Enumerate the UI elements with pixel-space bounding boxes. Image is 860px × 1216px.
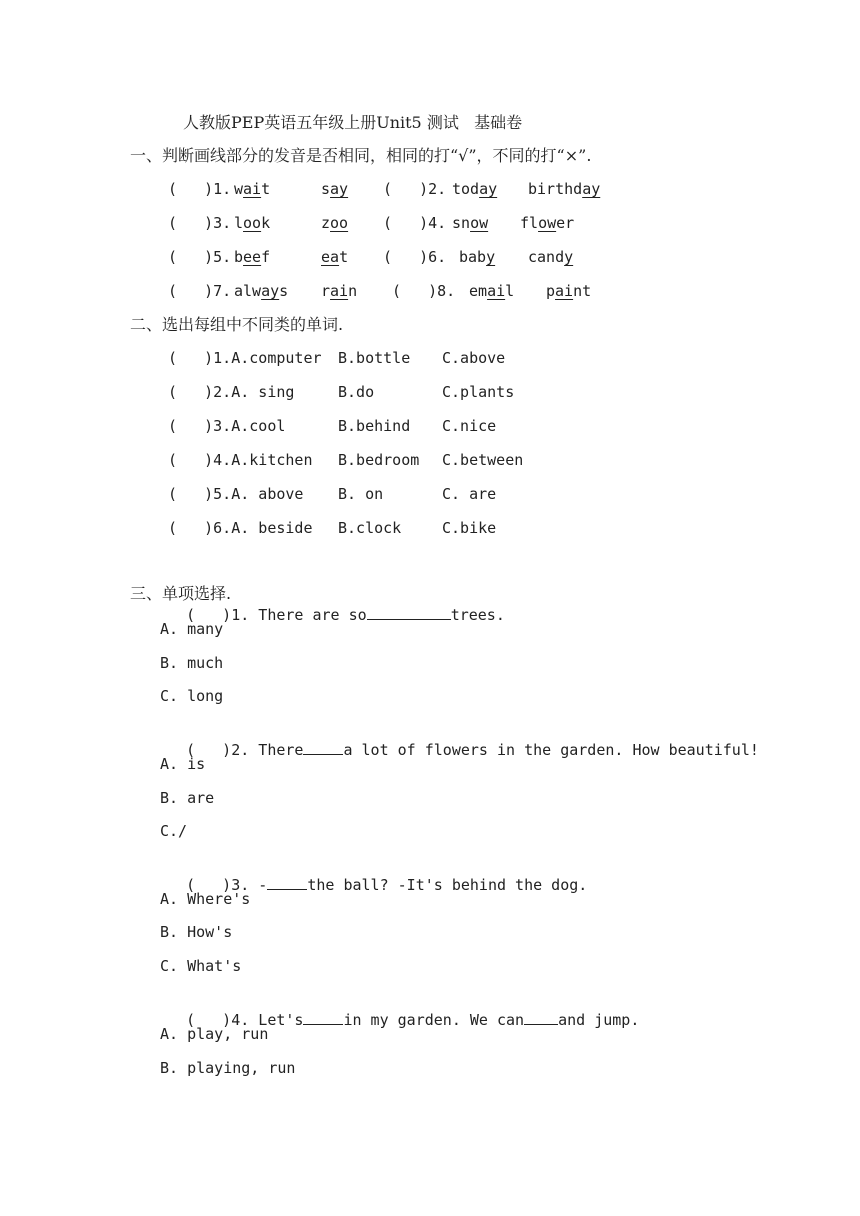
question-2 <box>168 720 759 760</box>
option-c: C.above <box>442 349 506 367</box>
word-second: flower <box>520 214 575 232</box>
answer-paren[interactable]: ( )2. <box>383 180 447 198</box>
word-second: paint <box>546 282 592 300</box>
option-c: C. are <box>442 485 497 503</box>
answer-blank[interactable] <box>303 740 343 755</box>
question-4-middle: in my garden. We can <box>343 1011 525 1029</box>
option-c: C.between <box>442 451 524 469</box>
word-second: eat <box>321 248 349 266</box>
question-option-a[interactable]: ( )6.A. beside <box>168 519 313 537</box>
answer-paren[interactable]: ( )5. <box>168 248 232 266</box>
word-first: snow <box>452 214 489 232</box>
answer-blank[interactable] <box>267 875 307 890</box>
question-option-a[interactable]: ( )2.A. sing <box>168 383 295 401</box>
answer-paren[interactable]: ( )7. <box>168 282 232 300</box>
word-second: candy <box>528 248 574 266</box>
option: B. are <box>160 789 215 807</box>
option: C. long <box>160 687 224 705</box>
question-option-a[interactable]: ( )3.A.cool <box>168 417 286 435</box>
option-c: C.plants <box>442 383 515 401</box>
answer-paren[interactable]: ( )8. <box>392 282 456 300</box>
option-b: B.behind <box>338 417 411 435</box>
answer-blank[interactable] <box>303 1010 343 1025</box>
answer-paren[interactable]: ( )1. <box>168 180 232 198</box>
option: B. much <box>160 654 224 672</box>
option: B. How's <box>160 923 233 941</box>
word-first: beef <box>234 248 271 266</box>
option: A. is <box>160 755 206 773</box>
option-b: B. on <box>338 485 384 503</box>
word-first: wait <box>234 180 271 198</box>
question-4-tail: and jump. <box>558 1011 640 1029</box>
answer-paren[interactable]: ( )4. <box>383 214 447 232</box>
question-1-stem: ( )1. There are so <box>186 606 367 624</box>
answer-blank[interactable] <box>367 605 451 620</box>
section1-heading: 一、判断画线部分的发音是否相同，相同的打“√”，不同的打“×”. <box>130 146 592 165</box>
page-title: 人教版PEP英语五年级上册Unit5 测试 基础卷 <box>183 113 523 132</box>
word-second: say <box>321 180 349 198</box>
word-first: email <box>469 282 515 300</box>
question-1-tail: trees. <box>450 606 505 624</box>
option-b: B.bottle <box>338 349 411 367</box>
option: A. many <box>160 620 224 638</box>
option-b: B.do <box>338 383 375 401</box>
word-second: birthday <box>528 180 601 198</box>
option-b: B.clock <box>338 519 402 537</box>
question-option-a[interactable]: ( )1.A.computer <box>168 349 322 367</box>
word-first: today <box>452 180 498 198</box>
answer-blank[interactable] <box>524 1010 558 1025</box>
question-3-tail: the ball? -It's behind the dog. <box>307 876 588 894</box>
question-2-stem: ( )2. There <box>186 741 304 759</box>
answer-paren[interactable]: ( )3. <box>168 214 232 232</box>
option-c: C.nice <box>442 417 497 435</box>
option-c: C.bike <box>442 519 497 537</box>
question-option-a[interactable]: ( )5.A. above <box>168 485 304 503</box>
option-b: B.bedroom <box>338 451 420 469</box>
word-second: zoo <box>321 214 349 232</box>
section2-heading: 二、选出每组中不同类的单词. <box>130 315 344 334</box>
option: C. What's <box>160 957 242 975</box>
question-3-stem: ( )3. - <box>186 876 268 894</box>
option: C./ <box>160 822 188 840</box>
word-first: look <box>234 214 271 232</box>
question-2-tail: a lot of flowers in the garden. How beautiful! <box>343 741 759 759</box>
question-4-stem: ( )4. Let's <box>186 1011 304 1029</box>
answer-paren[interactable]: ( )6. <box>383 248 447 266</box>
question-option-a[interactable]: ( )4.A.kitchen <box>168 451 313 469</box>
word-second: rain <box>321 282 358 300</box>
option: B. playing, run <box>160 1059 296 1077</box>
section3-heading: 三、单项选择. <box>130 584 232 603</box>
word-first: always <box>234 282 289 300</box>
option: A. play, run <box>160 1025 269 1043</box>
word-first: baby <box>459 248 496 266</box>
option: A. Where's <box>160 890 251 908</box>
